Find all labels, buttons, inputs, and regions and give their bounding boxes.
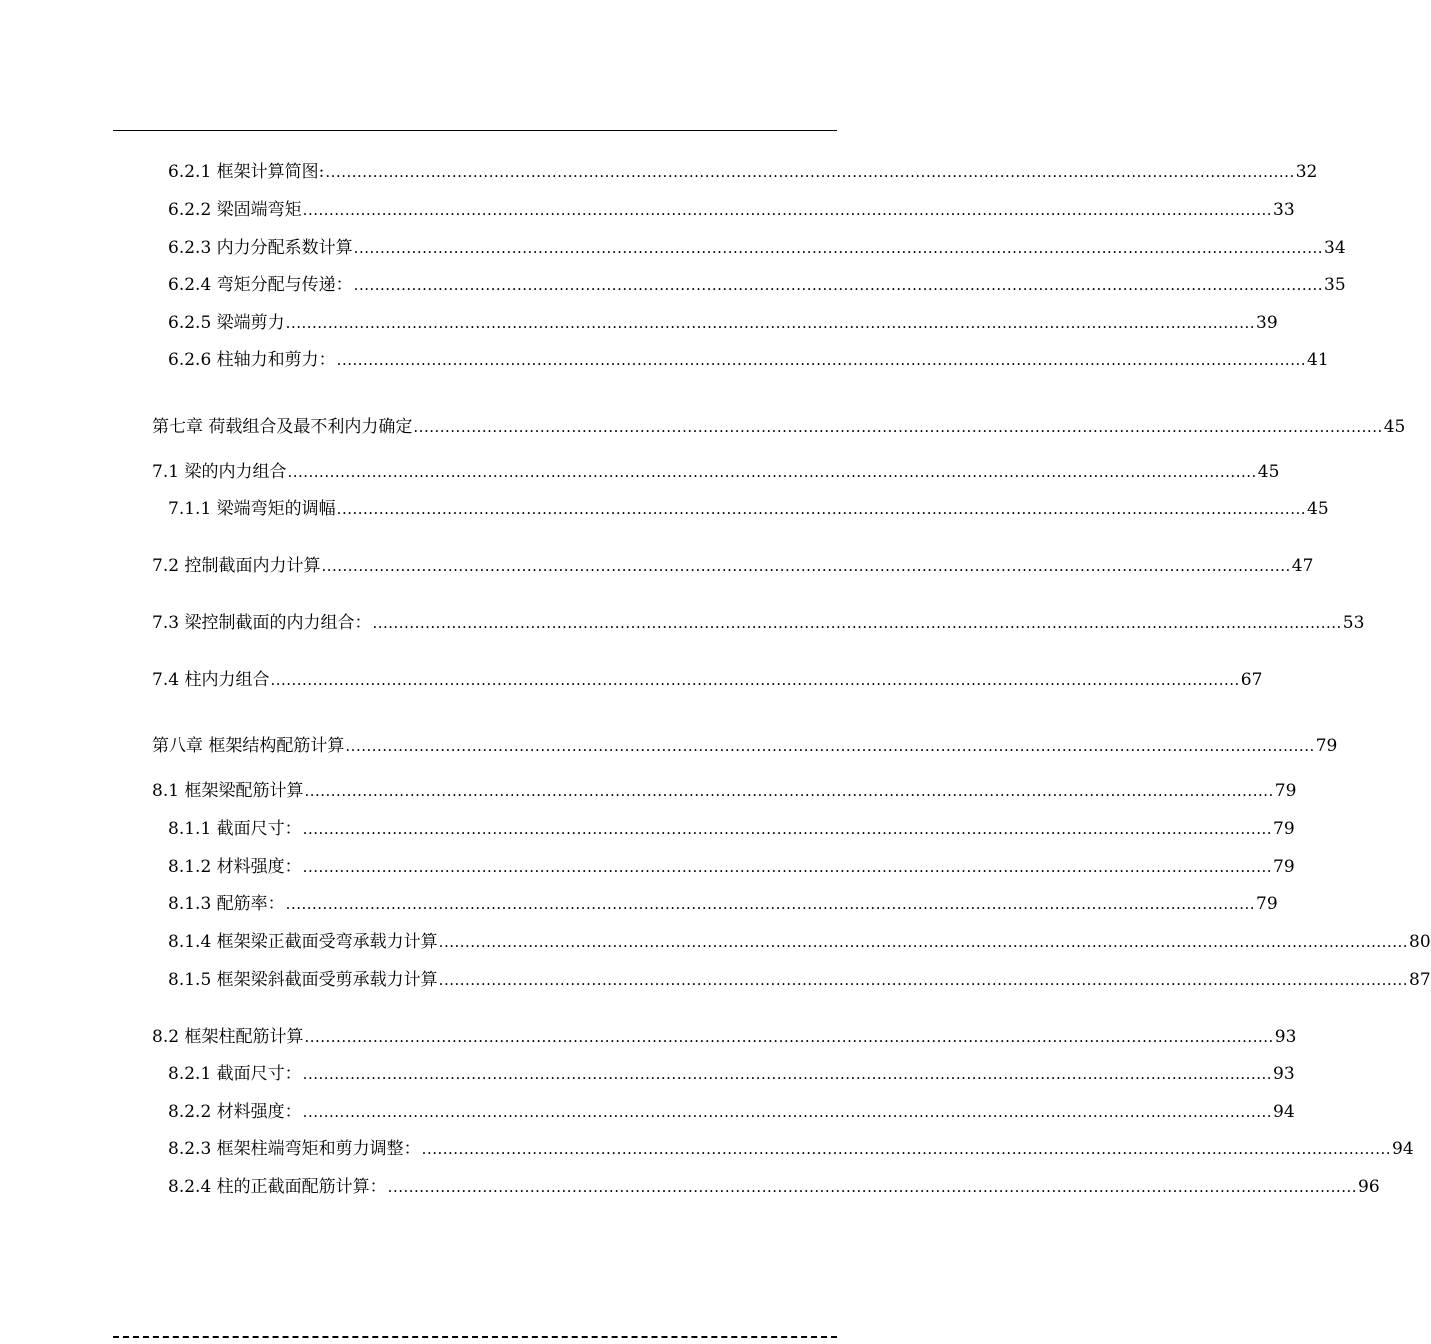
toc-entry-title: 8.1.3 配筋率： [168,894,285,914]
toc-entry[interactable] [152,460,1280,484]
toc-entry-page: 45 [1257,462,1280,482]
toc-entry-title: 7.2 控制截面内力计算 [152,556,321,576]
toc-entry[interactable] [168,930,1431,954]
toc-entry[interactable] [152,415,1406,439]
toc-entry[interactable] [168,1137,1414,1161]
toc-entry-title: 第八章 框架结构配筋计算 [152,736,345,756]
toc-entry[interactable] [152,611,1365,635]
toc-entry[interactable] [152,668,1263,692]
toc-entry[interactable] [168,855,1295,879]
toc-entry-title: 6.2.2 梁固端弯矩 [168,200,302,220]
toc-entry-page: 79 [1273,819,1295,839]
toc-entry-page: 87 [1409,970,1431,990]
toc-entry-page: 96 [1358,1177,1380,1197]
toc-leader-dots: ........................................................................................................................................................................................ [336,351,1306,369]
toc-leader-dots: ........................................................................................................................................................................................ [321,557,1291,575]
toc-entry-title: 8.1 框架梁配筋计算 [152,781,304,801]
toc-leader-dots: ........................................................................................................................................................................................ [285,895,1255,913]
toc-entry-title: 7.1 梁的内力组合 [152,462,287,482]
toc-entry[interactable] [168,968,1431,992]
toc-leader-dots: ........................................................................................................................................................................................ [438,971,1408,989]
toc-entry-page: 93 [1273,1064,1295,1084]
toc-leader-dots: ........................................................................................................................................................................................ [285,314,1255,332]
toc-entry[interactable] [168,160,1318,184]
toc-entry[interactable] [168,817,1295,841]
toc-entry-page: 79 [1256,894,1278,914]
toc-entry-title: 8.2.2 材料强度： [168,1102,302,1122]
toc-leader-dots: ........................................................................................................................................................................................ [302,858,1272,876]
toc-entry-page: 33 [1273,200,1295,220]
toc-entry-title: 6.2.5 梁端剪力 [168,313,285,333]
toc-entry[interactable] [152,734,1338,758]
toc-entry-title: 第七章 荷载组合及最不利内力确定 [152,417,413,437]
toc-entry-title: 8.1.2 材料强度： [168,857,302,877]
toc-entry[interactable] [168,311,1278,335]
toc-leader-dots: ........................................................................................................................................................................................ [372,614,1342,632]
toc-entry[interactable] [168,348,1329,372]
toc-entry-page: 67 [1240,670,1263,690]
toc-entry-title: 8.1.5 框架梁斜截面受剪承载力计算 [168,970,438,990]
toc-entry-title: 7.3 梁控制截面的内力组合： [152,613,372,633]
toc-leader-dots: ........................................................................................................................................................................................ [325,163,1295,181]
toc-entry-title: 7.1.1 梁端弯矩的调幅 [168,499,336,519]
toc-entry[interactable] [168,198,1295,222]
toc-leader-dots: ........................................................................................................................................................................................ [387,1178,1357,1196]
toc-leader-dots: ........................................................................................................................................................................................ [413,418,1383,436]
toc-leader-dots: ........................................................................................................................................................................................ [336,500,1306,518]
toc-entry-title: 8.2.1 截面尺寸： [168,1064,302,1084]
toc-entry-page: 45 [1307,499,1329,519]
toc-entry-page: 80 [1409,932,1431,952]
toc-entry-title: 6.2.4 弯矩分配与传递： [168,275,353,295]
toc-entry-page: 79 [1273,857,1295,877]
toc-leader-dots: ........................................................................................................................................................................................ [302,1103,1272,1121]
toc-entry[interactable] [168,273,1346,297]
toc-entry[interactable] [168,236,1346,260]
toc-entry[interactable] [168,497,1329,521]
toc-entry[interactable] [152,1025,1297,1049]
toc-entry[interactable] [168,1062,1295,1086]
toc-leader-dots: ........................................................................................................................................................................................ [421,1140,1391,1158]
toc-entry-page: 79 [1274,781,1297,801]
toc-leader-dots: ........................................................................................................................................................................................ [302,1065,1272,1083]
toc-entry-page: 94 [1392,1139,1414,1159]
toc-entry-title: 8.2 框架柱配筋计算 [152,1027,304,1047]
toc-entry-page: 53 [1342,613,1365,633]
toc-entry[interactable] [152,779,1297,803]
toc-entry-title: 8.1.4 框架梁正截面受弯承载力计算 [168,932,438,952]
toc-entry-title: 8.2.3 框架柱端弯矩和剪力调整： [168,1139,421,1159]
toc-entry-title: 8.2.4 柱的正截面配筋计算： [168,1177,387,1197]
toc-entry[interactable] [168,1175,1380,1199]
toc-entry-title: 7.4 柱内力组合 [152,670,270,690]
toc-leader-dots: ........................................................................................................................................................................................ [438,933,1408,951]
toc-entry-page: 32 [1295,162,1318,182]
toc-leader-dots: ........................................................................................................................................................................................ [353,276,1323,294]
toc-leader-dots: ........................................................................................................................................................................................ [287,463,1257,481]
toc-entry-page: 47 [1291,556,1314,576]
toc-leader-dots: ........................................................................................................................................................................................ [302,201,1272,219]
toc-entry-page: 79 [1315,736,1338,756]
toc-entry-title: 8.1.1 截面尺寸： [168,819,302,839]
toc-leader-dots: ........................................................................................................................................................................................ [353,239,1323,257]
toc-leader-dots: ........................................................................................................................................................................................ [304,782,1274,800]
footer-dashed-rule [113,1336,837,1338]
toc-entry-page: 39 [1256,313,1278,333]
toc-entry[interactable] [152,554,1314,578]
toc-entry-page: 94 [1273,1102,1295,1122]
toc-entry[interactable] [168,1100,1295,1124]
toc-entry[interactable] [168,892,1278,916]
toc-leader-dots: ........................................................................................................................................................................................ [304,1028,1274,1046]
toc-entry-title: 6.2.1 框架计算简图: [168,162,325,182]
toc-leader-dots: ........................................................................................................................................................................................ [270,671,1240,689]
toc-entry-page: 93 [1274,1027,1297,1047]
toc-leader-dots: ........................................................................................................................................................................................ [302,820,1272,838]
toc-leader-dots: ........................................................................................................................................................................................ [345,737,1315,755]
toc-entry-page: 41 [1307,350,1329,370]
header-rule [113,130,837,131]
toc-entry-page: 34 [1324,238,1346,258]
toc-entry-title: 6.2.3 内力分配系数计算 [168,238,353,258]
toc-entry-page: 45 [1383,417,1406,437]
toc-entry-title: 6.2.6 柱轴力和剪力： [168,350,336,370]
toc-entry-page: 35 [1324,275,1346,295]
